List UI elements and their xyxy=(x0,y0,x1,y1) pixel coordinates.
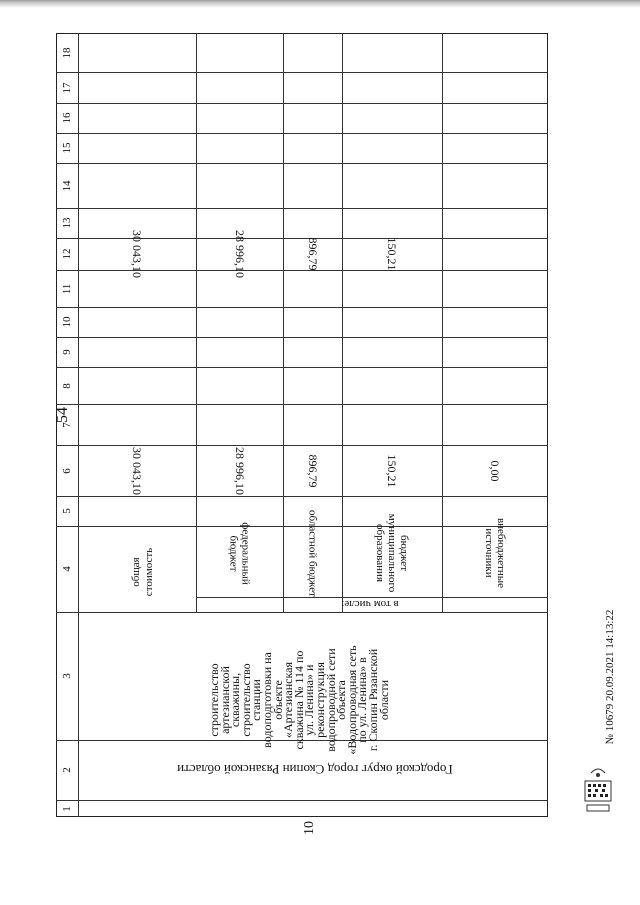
region-label: Городской округ город Скопин Рязанской области xyxy=(177,762,453,777)
total-label: общая стоимость xyxy=(130,547,155,597)
column-number: 10 xyxy=(61,316,73,328)
table-grid-line xyxy=(442,33,443,612)
table-grid-line xyxy=(78,33,79,817)
description-line: станции xyxy=(249,679,264,721)
page-number: 54 xyxy=(54,407,71,423)
cost-value: 0,00 xyxy=(488,460,502,481)
description-line: скважины, xyxy=(228,672,243,728)
column-number: 7 xyxy=(61,421,73,428)
description-line: «Артезианская xyxy=(281,662,296,738)
cost-value: 150,21 xyxy=(385,237,399,271)
in-that-number-label: в том числе: xyxy=(341,598,399,610)
description-line: артезианской xyxy=(217,666,232,734)
table-grid-line xyxy=(56,163,548,164)
table-grid-line xyxy=(56,133,548,134)
column-number: 4 xyxy=(61,566,73,572)
column-number: 5 xyxy=(61,508,73,514)
column-number: 9 xyxy=(61,349,73,355)
description-line: скважина № 114 по xyxy=(291,650,306,750)
description-line: водоподготовки на xyxy=(260,652,274,748)
description-line: «Водопроводная сеть xyxy=(344,645,359,755)
column-number: 8 xyxy=(61,382,73,389)
table-grid-line xyxy=(56,367,548,368)
column-number: 6 xyxy=(61,467,73,474)
column-number: 1 xyxy=(61,805,73,812)
description-line: г. Скопин Рязанской xyxy=(366,648,380,752)
column-number: 11 xyxy=(61,283,73,294)
column-number: 13 xyxy=(61,217,73,229)
row-number: 10 xyxy=(302,821,317,835)
column-number: 2 xyxy=(61,767,73,773)
cost-value: 896,79 xyxy=(305,237,320,271)
table-grid-line xyxy=(56,800,548,801)
description-line: области xyxy=(376,679,391,721)
budget-source-label: областной бюджет xyxy=(306,509,319,597)
table-grid-line xyxy=(56,72,548,73)
column-number: 3 xyxy=(61,673,73,679)
description-line: по ул. Ленина» в xyxy=(355,657,370,743)
table-grid-line xyxy=(56,404,548,405)
column-number: 16 xyxy=(61,112,73,124)
description-line: объекте xyxy=(270,680,285,720)
table-grid-line xyxy=(56,337,548,338)
table-grid-line xyxy=(283,33,284,612)
cost-value: 28 996,10 xyxy=(232,230,247,278)
cost-value: 30 043,10 xyxy=(130,446,144,495)
description-line: водопроводной сети xyxy=(323,648,338,752)
description-line: строительство xyxy=(238,663,253,737)
column-number: 15 xyxy=(61,142,73,154)
budget-source-label: бюджет муниципального образования xyxy=(374,513,410,593)
scan-edge xyxy=(0,0,640,8)
registration-footer: № 10679 20.09.2021 14:13:22 xyxy=(604,609,616,745)
cost-value: 30 043,10 xyxy=(130,230,144,278)
description-line: ул. Ленина» и xyxy=(302,664,317,736)
column-number: 17 xyxy=(61,82,73,93)
description-line: строительство xyxy=(207,663,221,737)
cost-value: 150,21 xyxy=(385,454,399,487)
column-number: 14 xyxy=(61,180,73,191)
cost-value: 28 996,10 xyxy=(232,446,247,495)
cost-value: 896,79 xyxy=(305,454,320,487)
budget-source-label: федеральный бюджет xyxy=(227,521,252,585)
column-number: 12 xyxy=(61,248,73,260)
table-grid-line xyxy=(342,33,343,612)
budget-source-label: внебюджетные источники xyxy=(483,517,507,589)
table-grid-line xyxy=(196,33,197,612)
column-number: 18 xyxy=(61,47,73,58)
description-line: реконструкция xyxy=(313,662,327,738)
table-grid-line xyxy=(56,103,548,104)
description-line: объекта xyxy=(334,680,349,720)
